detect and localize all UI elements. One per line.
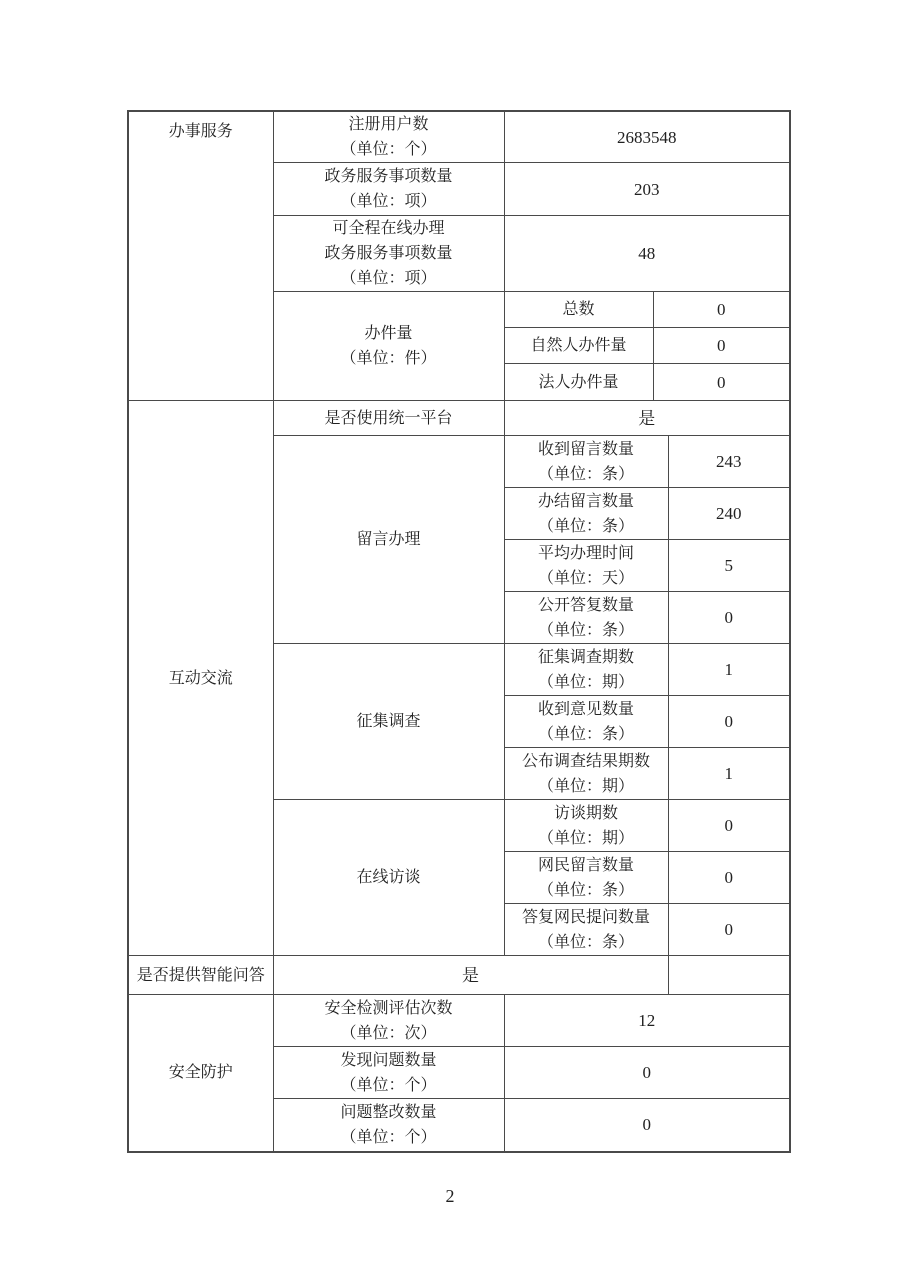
label-line: 政务服务事项数量 — [324, 168, 453, 185]
transactions-natural-person-value: 0 — [653, 328, 790, 364]
gov-service-items-value: 203 — [504, 163, 790, 216]
problems-found-label — [273, 1047, 504, 1099]
page-number: 2 — [445, 1186, 455, 1206]
unified-platform-label: 是否使用统一平台 — [273, 401, 504, 436]
label-line: 注册用户数 — [348, 116, 429, 133]
transactions-natural-person-label: 自然人办件量 — [504, 328, 653, 364]
label-line: 征集调查期数 — [537, 648, 634, 666]
security-assessments-value: 12 — [504, 995, 790, 1047]
messages-resolved-label — [504, 488, 668, 540]
label-line: 收到留言数量 — [537, 440, 634, 458]
category-interaction: 互动交流 — [128, 401, 273, 956]
transactions-legal-person-label: 法人办件量 — [504, 364, 653, 401]
messages-resolved-value: 240 — [668, 488, 790, 540]
survey-results-published-label — [504, 748, 668, 800]
category-security: 安全防护 — [128, 995, 273, 1152]
unit-line: （单位：次） — [340, 1024, 437, 1042]
unit-line: （单位：条） — [537, 881, 634, 899]
public-replies-label — [504, 592, 668, 644]
label-line: 网民留言数量 — [537, 856, 634, 874]
table-row — [128, 956, 790, 995]
unit-line: （单位：期） — [537, 829, 634, 847]
table-row — [128, 111, 790, 163]
netizen-questions-answered-value: 0 — [668, 904, 790, 956]
unit-line: （单位：条） — [537, 933, 634, 951]
label-line: 公布调查结果期数 — [521, 752, 650, 770]
unit-line: （单位：个） — [340, 1076, 437, 1094]
netizen-messages-label — [504, 852, 668, 904]
interview-periods-value: 0 — [668, 800, 790, 852]
label-line: 发现问题数量 — [340, 1051, 437, 1069]
unit-line: （单位：条） — [537, 517, 634, 535]
label-line: 收到意见数量 — [537, 700, 634, 718]
gov-service-items-label — [273, 163, 504, 216]
unit-line: （单位：期） — [537, 673, 634, 691]
unit-line: （单位：个） — [340, 141, 437, 158]
label-line: 政务服务事项数量 — [324, 245, 453, 262]
survey-periods-value: 1 — [668, 644, 790, 696]
label-line: 访谈期数 — [553, 804, 618, 822]
survey-periods-label — [504, 644, 668, 696]
annual-report-table — [127, 110, 791, 1153]
smart-qa-value: 是 — [273, 956, 668, 995]
category-service-handling: 办事服务 — [128, 111, 273, 401]
problems-rectified-label — [273, 1099, 504, 1152]
message-handling-label: 留言办理 — [273, 436, 504, 644]
full-online-items-value: 48 — [504, 216, 790, 292]
messages-received-label — [504, 436, 668, 488]
average-handling-time-label — [504, 540, 668, 592]
table-row — [128, 995, 790, 1047]
interviews-label: 在线访谈 — [273, 800, 504, 956]
registered-users-value: 2683548 — [504, 111, 790, 163]
unit-line: （单位：期） — [537, 777, 634, 795]
unit-line: （单位：件） — [340, 350, 437, 367]
unit-line: （单位：项） — [340, 270, 437, 287]
security-assessments-label — [273, 995, 504, 1047]
label-line: 安全检测评估次数 — [324, 999, 453, 1017]
transactions-label — [273, 292, 504, 401]
transactions-legal-person-value: 0 — [653, 364, 790, 401]
messages-received-value: 243 — [668, 436, 790, 488]
registered-users-label — [273, 111, 504, 163]
table-row — [128, 401, 790, 436]
unified-platform-value: 是 — [504, 401, 790, 436]
smart-qa-label: 是否提供智能问答 — [128, 956, 273, 995]
transactions-total-value: 0 — [653, 292, 790, 328]
label-line: 可全程在线办理 — [332, 220, 445, 237]
netizen-messages-value: 0 — [668, 852, 790, 904]
unit-line: （单位：项） — [340, 193, 437, 210]
opinions-received-label — [504, 696, 668, 748]
survey-results-published-value: 1 — [668, 748, 790, 800]
unit-line: （单位：个） — [340, 1128, 437, 1146]
full-online-items-label — [273, 216, 504, 292]
netizen-questions-answered-label — [504, 904, 668, 956]
opinions-received-value: 0 — [668, 696, 790, 748]
label-line: 办结留言数量 — [537, 492, 634, 510]
public-replies-value: 0 — [668, 592, 790, 644]
unit-line: （单位：条） — [537, 465, 634, 483]
unit-line: （单位：条） — [537, 621, 634, 639]
problems-found-value: 0 — [504, 1047, 790, 1099]
label-line: 问题整改数量 — [340, 1103, 437, 1121]
average-handling-time-value: 5 — [668, 540, 790, 592]
unit-line: （单位：条） — [537, 725, 634, 743]
transactions-total-label: 总数 — [504, 292, 653, 328]
unit-line: （单位：天） — [537, 569, 634, 587]
label-line: 答复网民提问数量 — [521, 908, 650, 926]
label-line: 办件量 — [364, 325, 413, 342]
surveys-label: 征集调查 — [273, 644, 504, 800]
label-line: 公开答复数量 — [537, 596, 634, 614]
interview-periods-label — [504, 800, 668, 852]
label-line: 平均办理时间 — [537, 544, 634, 562]
problems-rectified-value: 0 — [504, 1099, 790, 1152]
